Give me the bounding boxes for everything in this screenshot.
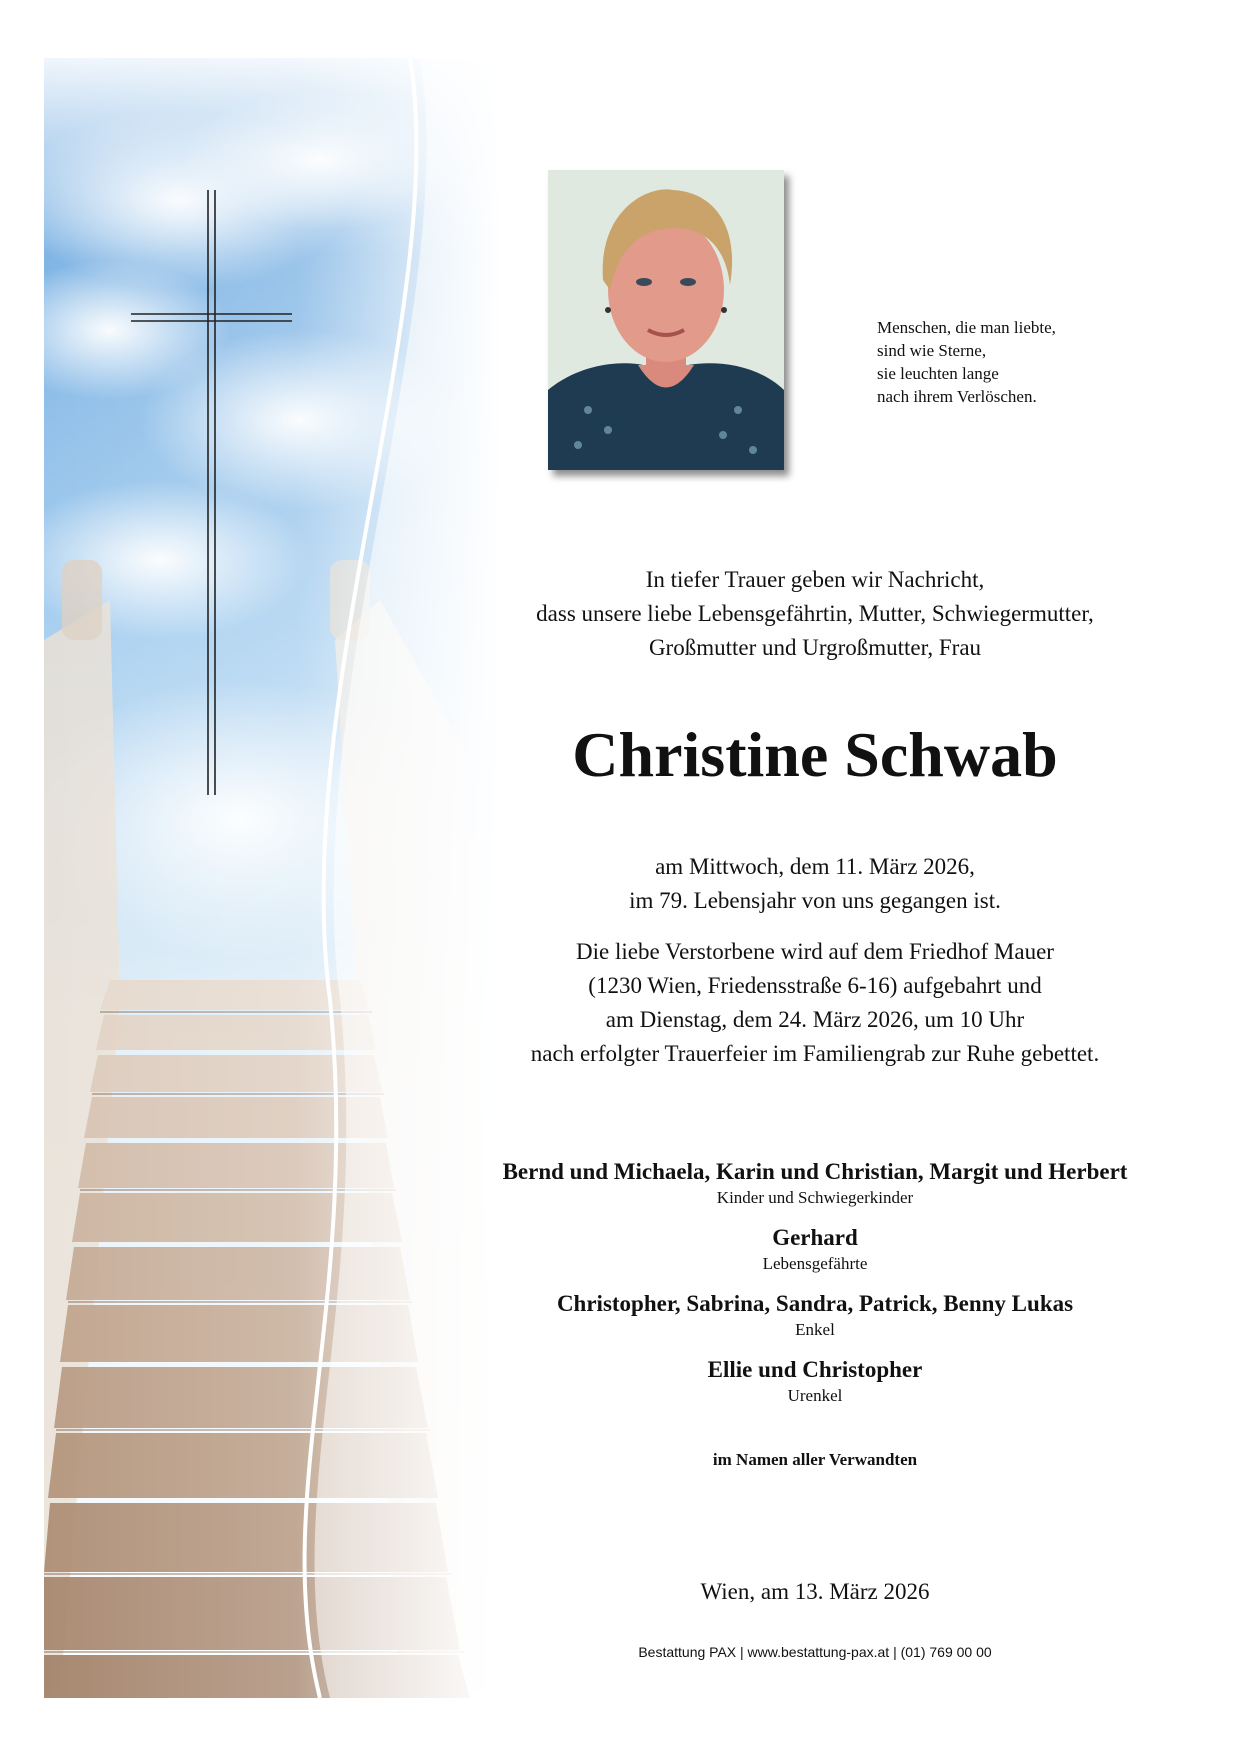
death-details <box>470 850 1160 918</box>
burial-line: am Dienstag, dem 24. März 2026, um 10 Uhr <box>605 1007 1025 1032</box>
family-group <box>440 1355 1190 1407</box>
deceased-name: Christine Schwab <box>572 719 1058 790</box>
family-role: Urenkel <box>787 1386 843 1405</box>
memorial-quote <box>877 316 1117 408</box>
place-date: Wien, am 13. März 2026 <box>700 1579 930 1604</box>
family-role: Kinder und Schwiegerkinder <box>716 1188 914 1207</box>
family-role: Lebensgefährte <box>762 1254 868 1273</box>
quote-line: sie leuchten lange <box>877 364 999 383</box>
family-group <box>440 1289 1190 1341</box>
death-line: im 79. Lebensjahr von uns gegangen ist. <box>629 888 1001 913</box>
burial-line: Die liebe Verstorbene wird auf dem Friedhof Mauer <box>576 939 1054 964</box>
intro-line: Großmutter und Urgroßmutter, Frau <box>648 635 982 660</box>
burial-line: (1230 Wien, Friedensstraße 6-16) aufgebahrt und <box>588 973 1042 998</box>
portrait-photo <box>548 170 784 470</box>
family-names: Christopher, Sabrina, Sandra, Patrick, Benny Lukas <box>556 1291 1074 1316</box>
family-group <box>440 1157 1190 1209</box>
family-names: Bernd und Michaela, Karin und Christian, Margit und Herbert <box>502 1159 1128 1184</box>
quote-line: Menschen, die man liebte, <box>877 318 1056 337</box>
closing-line: im Namen aller Verwandten <box>712 1450 918 1469</box>
announcement-intro <box>470 563 1160 665</box>
quote-line: nach ihrem Verlöschen. <box>877 387 1037 406</box>
death-line: am Mittwoch, dem 11. März 2026, <box>655 854 975 879</box>
burial-line: nach erfolgter Trauerfeier im Familiengrab zur Ruhe gebettet. <box>530 1041 1100 1066</box>
funeral-home-footer: Bestattung PAX | www.bestattung-pax.at | (01) 769 00 00 <box>638 1644 992 1660</box>
family-role: Enkel <box>795 1320 835 1339</box>
intro-line: dass unsere liebe Lebensgefährtin, Mutter, Schwiegermutter, <box>536 601 1094 626</box>
intro-line: In tiefer Trauer geben wir Nachricht, <box>645 567 985 592</box>
quote-line: sind wie Sterne, <box>877 341 987 360</box>
burial-details <box>470 935 1160 1071</box>
family-names: Gerhard <box>772 1225 858 1250</box>
family-names: Ellie und Christopher <box>707 1357 923 1382</box>
family-group <box>440 1223 1190 1275</box>
mourners-list <box>440 1157 1190 1421</box>
